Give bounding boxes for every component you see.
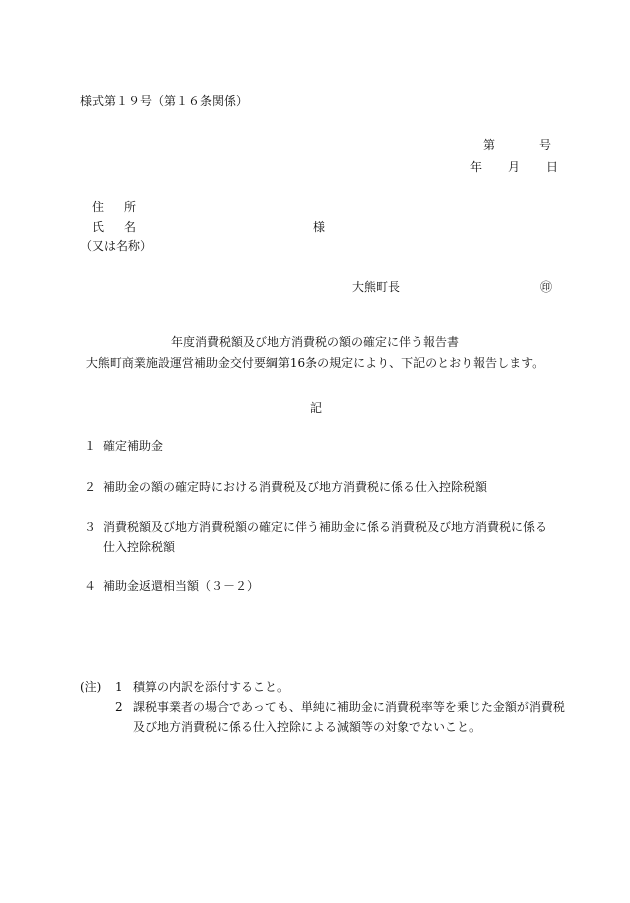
item-4-number: ４ — [84, 579, 97, 593]
recipient-honorific: 様 — [313, 220, 326, 234]
item-3-text-continued: 仕入控除税額 — [103, 540, 176, 554]
note-2-text-continued: 及び地方消費税に係る仕入控除による減額等の対象でないこと。 — [133, 720, 482, 734]
item-2-text: 補助金の額の確定時における消費税及び地方消費税に係る仕入控除税額 — [103, 480, 488, 494]
document-number-suffix: 号 — [539, 138, 552, 152]
report-title: 年度消費税額及び地方消費税の額の確定に伴う報告書 — [170, 335, 459, 349]
date-month: 月 — [508, 160, 521, 174]
name-alt-label: （又は名称） — [80, 239, 153, 253]
form-number: 様式第１９号（第１６条関係） — [80, 94, 249, 108]
note-2-number: 2 — [115, 700, 123, 714]
document-date — [470, 159, 558, 175]
date-day: 日 — [546, 160, 559, 174]
item-3-text: 消費税額及び地方消費税額の確定に伴う補助金に係る消費税及び地方消費税に係る — [103, 520, 548, 534]
issuer-title: 大熊町長 — [352, 280, 401, 294]
name-label: 氏名 — [92, 220, 157, 234]
seal-mark: ㊞ — [540, 280, 553, 294]
report-intro: 大熊町商業施設運営補助金交付要綱第16条の規定により、下記のとおり報告します。 — [85, 356, 545, 370]
item-1-number: １ — [84, 439, 97, 453]
ki-heading: 記 — [310, 401, 323, 415]
notes-label: (注) — [80, 680, 102, 694]
item-2-number: ２ — [84, 480, 97, 494]
address-label: 住所 — [92, 200, 157, 214]
note-2-text: 課税事業者の場合であっても、単純に補助金に消費税率等を乗じた金額が消費税 — [133, 700, 565, 714]
item-4-text: 補助金返還相当額（３－２） — [103, 579, 260, 593]
document-number-label: 第 — [483, 138, 496, 152]
item-1-text: 確定補助金 — [103, 439, 164, 453]
item-3-number: ３ — [84, 520, 97, 534]
date-year: 年 — [470, 160, 483, 174]
note-1-number: 1 — [115, 680, 123, 694]
document-number — [483, 137, 551, 153]
note-1-text: 積算の内訳を添付すること。 — [133, 680, 290, 694]
